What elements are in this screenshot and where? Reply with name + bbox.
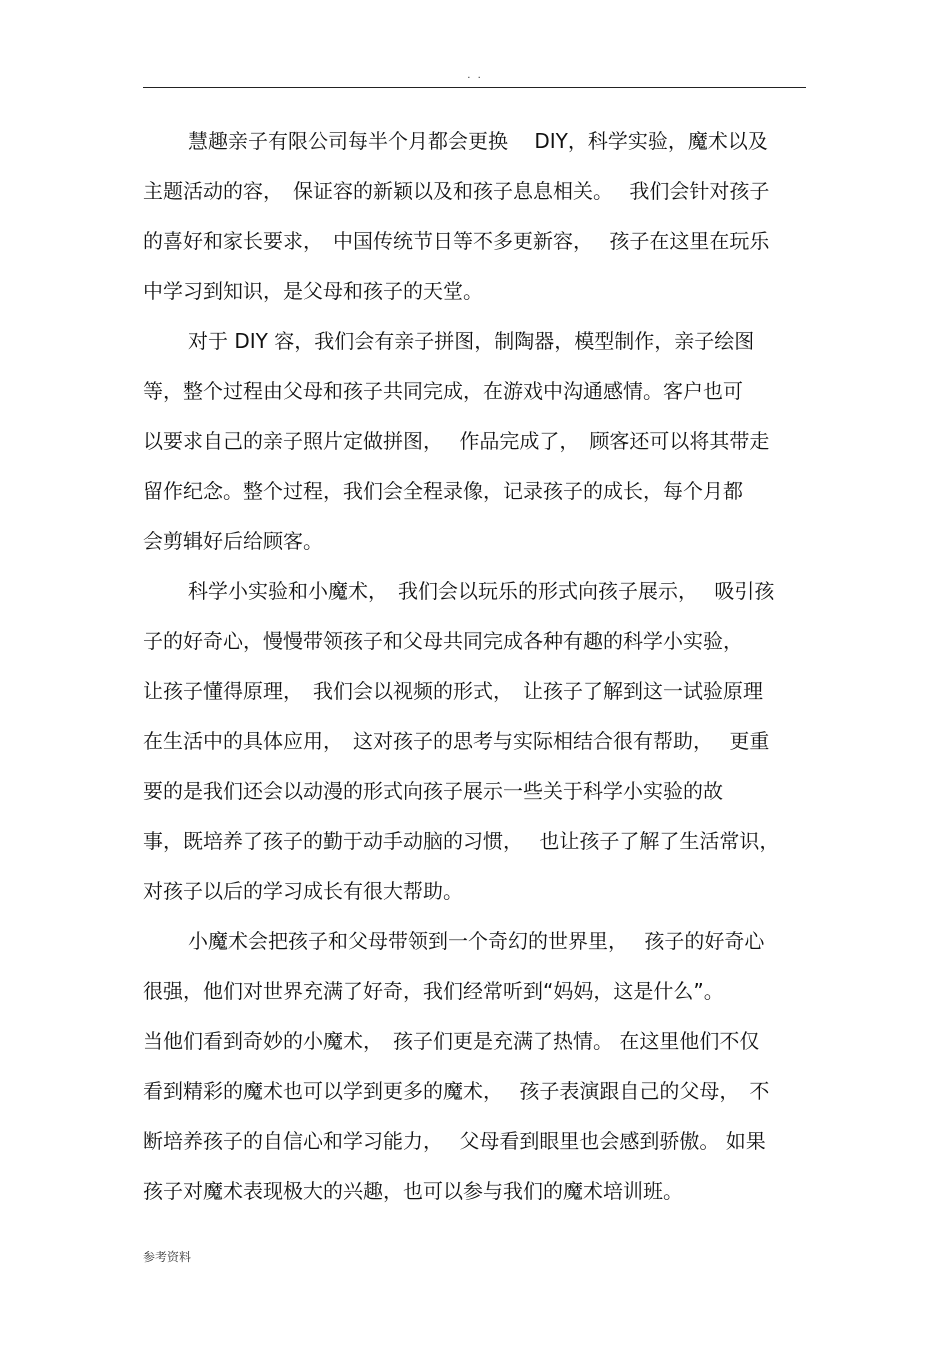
paragraph-line: 会剪辑好后给顾客。 [143,529,323,553]
paragraph-line: 当他们看到奇妙的小魔术， 孩子们更是充满了热情。 在这里他们不仅 [143,1029,760,1053]
paragraph-line: 留作纪念。整个过程，我们会全程录像，记录孩子的成长，每个月都 [143,479,743,503]
paragraph-line: 孩子对魔术表现极大的兴趣，也可以参与我们的魔术培训班。 [143,1179,683,1203]
paragraph-science [143,566,806,916]
paragraph-line: 主题活动的容， 保证容的新颖以及和孩子息息相关。 我们会针对孩子 [143,179,770,203]
header-rule [143,87,806,88]
paragraph-line: 看到精彩的魔术也可以学到更多的魔术， 孩子表演跟自己的父母， 不 [143,1079,770,1103]
paragraph-line: 中学习到知识，是父母和孩子的天堂。 [143,279,483,303]
paragraph-line: 要的是我们还会以动漫的形式向孩子展示一些关于科学小实验的故 [143,779,723,803]
paragraph-diy [143,316,806,566]
paragraph-line: 以要求自己的亲子照片定做拼图， 作品完成了， 顾客还可以将其带走 [143,429,770,453]
paragraph-line: 子的好奇心，慢慢带领孩子和父母共同完成各种有趣的科学小实验， [143,629,743,653]
paragraph-magic [143,916,806,1216]
paragraph-line: 让孩子懂得原理， 我们会以视频的形式， 让孩子了解到这一试验原理 [143,679,763,703]
paragraph-line: 的喜好和家长要求， 中国传统节日等不多更新容， 孩子在这里在玩乐 [143,229,770,253]
paragraph-line: 等，整个过程由父母和孩子共同完成，在游戏中沟通感情。客户也可 [143,379,743,403]
header-mark: . . [467,70,483,81]
paragraph-line: 很强，他们对世界充满了好奇，我们经常听到“妈妈，这是什么”。 [143,979,724,1003]
paragraph-line: 对孩子以后的学习成长有很大帮助。 [143,879,463,903]
document-body [143,116,806,1216]
paragraph-line: 慧趣亲子有限公司每半个月都会更换 DIY，科学实验，魔术以及 [188,129,768,153]
paragraph-line: 在生活中的具体应用， 这对孩子的思考与实际相结合很有帮助， 更重 [143,729,770,753]
paragraph-line: 科学小实验和小魔术， 我们会以玩乐的形式向孩子展示， 吸引孩 [188,579,775,603]
paragraph-line: 事，既培养了孩子的勤于动手动脑的习惯， 也让孩子了解了生活常识， [143,829,780,853]
paragraph-line: 对于 DIY 容，我们会有亲子拼图，制陶器，模型制作，亲子绘图 [188,329,755,353]
paragraph-intro [143,116,806,316]
paragraph-line: 小魔术会把孩子和父母带领到一个奇幻的世界里， 孩子的好奇心 [188,929,765,953]
footer-note: 参考资料 [143,1250,192,1264]
paragraph-line: 断培养孩子的自信心和学习能力， 父母看到眼里也会感到骄傲。 如果 [143,1129,766,1153]
